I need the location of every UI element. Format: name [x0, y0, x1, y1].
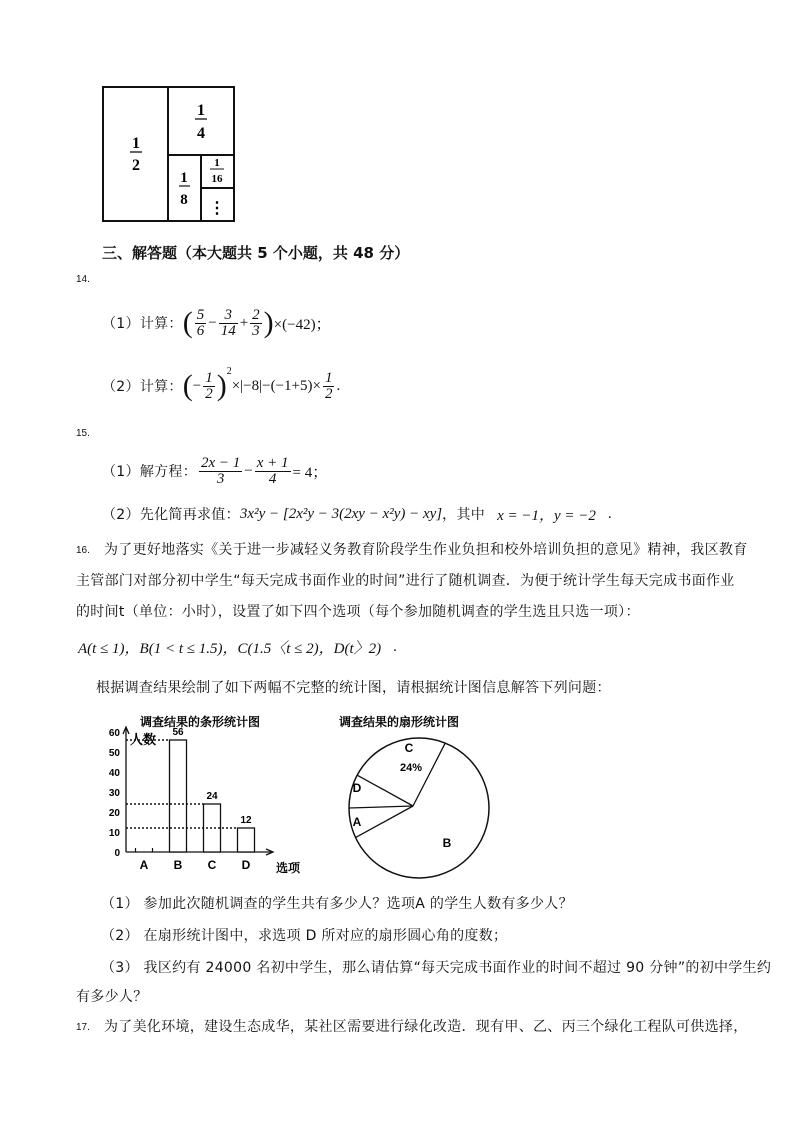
bar-x-tick-label: B [173, 858, 183, 872]
question-number-14: 14. [76, 274, 90, 285]
bar-D [238, 828, 255, 852]
bar-chart [92, 712, 322, 882]
q15-p2-text: 先化简再求值： [139, 507, 240, 523]
q16-options [78, 634, 397, 660]
sixteenth-num: 1 [214, 157, 220, 169]
q16-line2: 主管部门对部分初中学生“每天完成书面作业的时间”进行了随机调查．为便于统计学生每天完成书面作业 [76, 573, 735, 589]
bar-y-tick-label: 0 [114, 848, 120, 859]
q14-p1-label: （1） [102, 316, 140, 332]
q15-p1-tail: = 4； [292, 464, 328, 481]
question-number-15: 15. [76, 428, 90, 439]
question-number-16: 16. [76, 545, 90, 556]
q14-p2-text: 计算： [139, 379, 183, 395]
bar-x-tick-label: A [139, 858, 149, 872]
eighth-den: 8 [180, 192, 188, 208]
q16-sub1: （1） 参加此次随机调查的学生共有多少人？选项A 的学生人数有多少人？ [101, 896, 573, 912]
q15-p1-frac-1: $\frac{2x - 1}{3}$ [201, 454, 241, 487]
q14-p1-frac-2: $\frac{3}{14}$ [220, 306, 236, 339]
quarter-den: 4 [197, 125, 205, 142]
q14-p1-frac-1: $\frac{5}{6}$ [196, 306, 205, 339]
q15-p1-frac-2: $\frac{x + 1}{4}$ [256, 454, 289, 487]
q16-intro: 根据调查结果绘制了如下两幅不完整的统计图，请根据统计图信息解答下列问题： [96, 680, 611, 696]
q16-line1: 为了更好地落实《关于进一步减轻义务教育阶段学生作业负担和校外培训负担的意见》精神，我区教育 [104, 542, 748, 558]
q14-p1-frac-3: $\frac{2}{3}$ [252, 306, 260, 339]
q15-p1-text: 解方程： [139, 464, 198, 480]
bar-y-tick-label: 10 [108, 828, 120, 839]
bar-y-tick-label: 60 [108, 728, 120, 739]
q15-p2-end: . [607, 505, 612, 522]
bar-y-label: 人数 [130, 733, 157, 748]
pie-chart-title: 调查结果的扇形统计图 [339, 715, 460, 729]
q14-p2-mid: ×|−8|−(−1+5)× [231, 377, 321, 394]
q14-part2: （2） 计算： ( − $\frac{1}{2}$ ) 2 ×|−8|−(−1+5)× $\frac{1}{2}$ . [102, 366, 341, 402]
q16-sub3a: （3） 我区约有 24000 名初中学生，那么请估算“每天完成书面作业的时间不超过 90 分钟”的初中学生约 [101, 960, 772, 976]
bar-value-label: 24 [206, 791, 218, 802]
half-den: 2 [132, 157, 140, 174]
question-number-17: 17. [76, 1022, 90, 1033]
pie-outline [349, 738, 489, 878]
half-num: 1 [132, 135, 140, 152]
ellipsis-mark: ⋮ [209, 200, 225, 217]
bar-value-label: 56 [172, 727, 184, 738]
bar-y-tick-label: 40 [108, 768, 120, 779]
q14-p1-text: 计算： [139, 316, 183, 332]
pie-label-A: A [352, 815, 362, 829]
q15-p2-label: （2） [102, 507, 140, 523]
pie-label-D: D [352, 781, 362, 795]
bar-value-label: 12 [240, 815, 252, 826]
pie-chart [335, 712, 505, 882]
pie-annotation-C: 24% [399, 762, 423, 774]
q14-p1-tail: ×(−42)； [273, 316, 331, 333]
q15-p2-values: x = −1，y = −2 [497, 507, 596, 524]
bar-x-tick-label: C [207, 858, 217, 872]
q14-p2-exponent: 2 [226, 366, 232, 377]
q15-p1-label: （1） [102, 464, 140, 480]
q15-part1: （1） 解方程： $\frac{2x - 1}{3}$ − $\frac{x + 1}{4}$ = 4； [102, 454, 328, 487]
q16-line3: 的时间t（单位：小时），设置了如下四个选项（每个参加随机调查的学生选且只选一项）： [76, 604, 640, 620]
bar-x-label: 选项 [276, 861, 301, 875]
q16-sub3b: 有多少人？ [76, 989, 148, 1005]
bar-B [170, 740, 187, 852]
bar-x-tick-label: D [241, 858, 251, 872]
q14-p2-label: （2） [102, 379, 140, 395]
fraction-square-figure [102, 86, 236, 224]
q15-p2-expression: 3x²y − [2x²y − 3(2xy − x²y) − xy] [239, 505, 443, 522]
pie-label-C: C [404, 741, 414, 755]
bar-y-tick-label: 50 [108, 748, 120, 759]
bar-chart-title: 调查结果的条形统计图 [140, 715, 261, 729]
q16-sub2: （2） 在扇形统计图中，求选项 D 所对应的扇形圆心角的度数； [101, 928, 508, 944]
sixteenth-den: 16 [211, 173, 223, 185]
section-heading: 三、解答题（本大题共 5 个小题，共 48 分） [102, 244, 410, 262]
q14-part1: （1） 计算： ( $\frac{5}{6}$ − $\frac{3}{14}$ + $\frac{2}{3}$ ) ×(−42)； [102, 306, 331, 339]
bar-y-tick-label: 20 [108, 808, 120, 819]
q16-options-end: . [393, 638, 397, 655]
q15-p2-mid: ，其中 [442, 507, 486, 523]
q14-p2-frac: $\frac{1}{2}$ [205, 369, 213, 402]
q15-part2 [102, 500, 612, 528]
q14-p2-end: . [336, 377, 341, 394]
q17-line1: 为了美化环境，建设生态成华，某社区需要进行绿化改造．现有甲、乙、丙三个绿化工程队可供选择， [104, 1019, 748, 1035]
q14-p2-frac2: $\frac{1}{2}$ [324, 369, 333, 402]
quarter-num: 1 [197, 102, 205, 119]
pie-label-B: B [442, 836, 452, 850]
bar-y-tick-label: 30 [108, 788, 120, 799]
q16-options-text: A(t ≤ 1)，B(1 < t ≤ 1.5)，C(1.5〈t ≤ 2)，D(t〉2) [78, 640, 382, 657]
eighth-num: 1 [180, 170, 188, 186]
